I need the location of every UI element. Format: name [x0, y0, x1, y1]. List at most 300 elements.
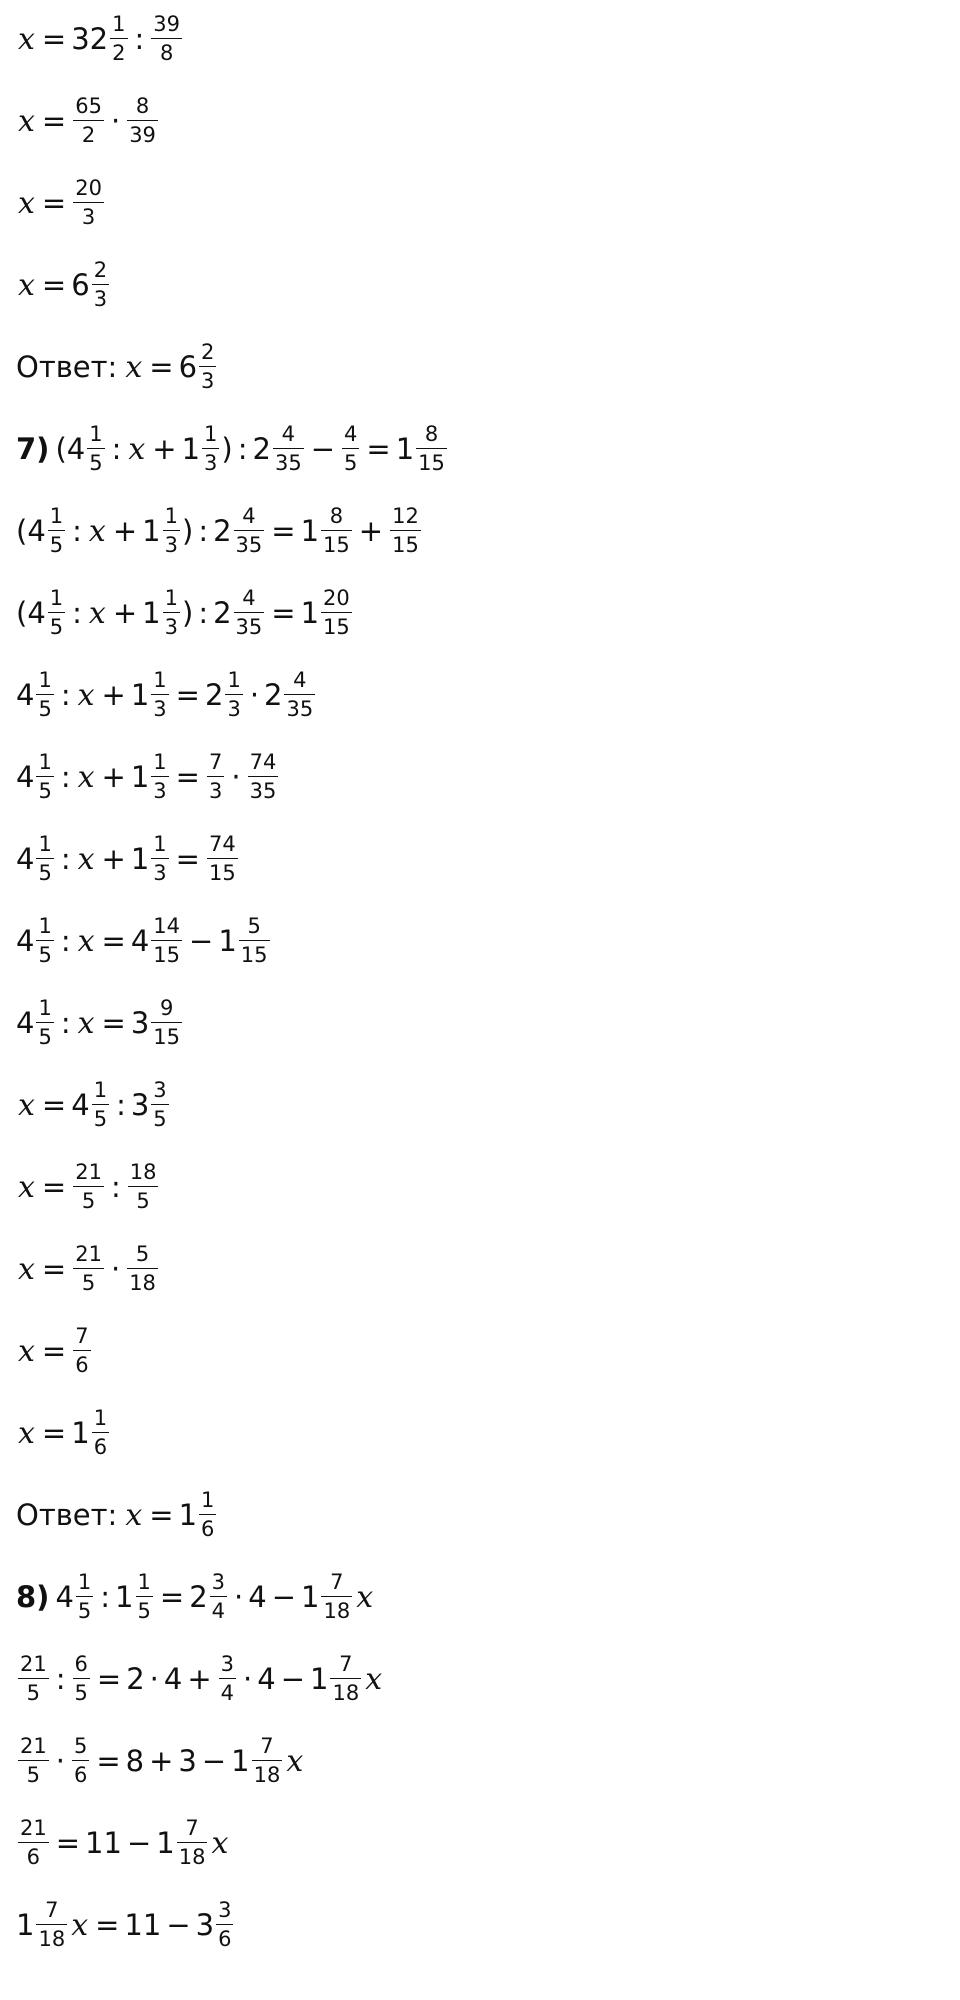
operator: + — [112, 596, 138, 630]
fraction-denominator: 3 — [81, 205, 96, 230]
fraction-denominator: 5 — [93, 1107, 108, 1132]
fraction — [225, 667, 242, 722]
variable-x: x — [77, 759, 95, 795]
operator: = — [175, 760, 200, 794]
fraction-denominator: 35 — [286, 697, 314, 722]
operator: : — [55, 1662, 66, 1696]
fraction-denominator: 35 — [235, 533, 263, 558]
number: 1 — [395, 432, 415, 466]
number: 1 — [16, 1908, 35, 1942]
fraction-numerator: 5 — [247, 913, 261, 938]
fraction — [390, 503, 421, 558]
fraction — [163, 585, 180, 640]
fraction-numerator: 65 — [75, 93, 102, 118]
operator: − — [310, 432, 336, 466]
fraction-numerator: 20 — [75, 175, 102, 200]
equation-line — [16, 1402, 111, 1464]
answer-label: Ответ: — [16, 1498, 118, 1532]
equation-line — [16, 336, 218, 398]
variable-x: x — [77, 923, 95, 959]
fraction — [48, 585, 65, 640]
fraction — [219, 1651, 236, 1706]
fraction-numerator: 7 — [330, 1569, 344, 1594]
fraction-denominator: 4 — [211, 1599, 226, 1624]
operator: = — [101, 924, 126, 958]
number: (4 — [16, 596, 46, 630]
operator: = — [41, 1252, 67, 1286]
fraction-numerator: 1 — [93, 1077, 108, 1102]
number: 2 — [189, 1580, 208, 1614]
fraction-denominator: 5 — [77, 1599, 92, 1624]
fraction-denominator: 5 — [38, 697, 52, 722]
fraction-denominator: 5 — [136, 1189, 150, 1214]
fraction — [330, 1651, 361, 1706]
fraction-numerator: 7 — [260, 1733, 274, 1758]
number: 4 — [16, 678, 35, 712]
fraction-denominator: 15 — [323, 615, 350, 640]
fraction-numerator: 20 — [323, 585, 350, 610]
operator: + — [112, 514, 138, 548]
fraction-numerator: 1 — [38, 913, 52, 938]
fraction-denominator: 18 — [323, 1599, 351, 1624]
fraction — [202, 421, 219, 476]
number: 1 — [115, 1580, 134, 1614]
fraction-numerator: 1 — [201, 1487, 215, 1512]
operator: : — [237, 432, 248, 466]
fraction-denominator: 5 — [137, 1599, 151, 1624]
number: 1 — [300, 514, 320, 548]
fraction — [128, 1159, 159, 1214]
number: 1 — [301, 1580, 320, 1614]
fraction — [207, 749, 224, 804]
variable-x: x — [18, 267, 35, 303]
fraction — [36, 749, 53, 804]
number: 4 — [16, 760, 35, 794]
fraction — [18, 1651, 49, 1706]
operator: · — [149, 1662, 159, 1696]
operator: = — [41, 1416, 67, 1450]
fraction-numerator: 4 — [293, 667, 307, 692]
fraction-numerator: 7 — [208, 749, 223, 774]
operator: + — [101, 678, 126, 712]
fraction — [177, 1815, 208, 1870]
number: 4 — [71, 1088, 90, 1122]
equation-line — [16, 418, 449, 480]
number: 6 — [71, 268, 90, 302]
variable-x: x — [125, 349, 143, 385]
fraction-numerator: 8 — [329, 503, 344, 528]
fraction-numerator: 1 — [153, 831, 167, 856]
equation-line — [16, 254, 111, 316]
equation-line — [16, 910, 272, 972]
fraction — [36, 667, 53, 722]
fraction-denominator: 5 — [49, 533, 64, 558]
number: 2 — [213, 596, 232, 630]
fraction — [163, 503, 180, 558]
operator: = — [41, 268, 67, 302]
number: (4 — [55, 432, 86, 466]
fraction — [199, 339, 216, 394]
fraction — [73, 175, 104, 230]
fraction-denominator: 35 — [249, 779, 277, 804]
equation-line — [16, 8, 184, 70]
fraction-denominator: 5 — [153, 1107, 167, 1132]
number: 1 — [231, 1744, 250, 1778]
fraction — [248, 749, 279, 804]
fraction-denominator: 5 — [38, 779, 52, 804]
operator: : — [198, 514, 209, 548]
number: 1 — [71, 1416, 90, 1450]
fraction-denominator: 5 — [49, 615, 64, 640]
operator: · — [110, 1252, 121, 1286]
fraction-numerator: 18 — [129, 1159, 157, 1184]
fraction-numerator: 5 — [73, 1733, 88, 1758]
fraction-numerator: 8 — [424, 421, 439, 446]
fraction — [92, 257, 109, 312]
fraction-numerator: 1 — [38, 995, 52, 1020]
operator: : — [198, 596, 209, 630]
variable-x: x — [211, 1825, 229, 1861]
fraction — [73, 1651, 90, 1706]
fraction-numerator: 4 — [344, 421, 358, 446]
fraction — [207, 831, 238, 886]
fraction-numerator: 4 — [242, 503, 256, 528]
number: 4 — [257, 1662, 276, 1696]
equation-line — [16, 746, 280, 808]
fraction-numerator: 7 — [75, 1323, 89, 1348]
fraction-numerator: 8 — [135, 93, 150, 118]
operator: : — [134, 22, 145, 56]
problem-label: 7) — [16, 432, 50, 466]
fraction-numerator: 21 — [75, 1159, 102, 1184]
fraction-denominator: 5 — [38, 1025, 52, 1050]
fraction-numerator: 1 — [164, 585, 178, 610]
fraction-numerator: 7 — [339, 1651, 353, 1676]
fraction-denominator: 5 — [26, 1681, 41, 1706]
fraction-numerator: 4 — [242, 585, 256, 610]
fraction-denominator: 5 — [81, 1189, 96, 1214]
operator: = — [41, 1334, 67, 1368]
number: 1 — [156, 1826, 175, 1860]
operator: = — [175, 678, 200, 712]
fraction — [216, 1897, 233, 1952]
variable-x: x — [356, 1579, 374, 1615]
number: 2 — [264, 678, 283, 712]
fraction-denominator: 15 — [208, 861, 236, 886]
operator: − — [271, 1580, 296, 1614]
fraction — [239, 913, 270, 968]
fraction — [284, 667, 315, 722]
operator: − — [166, 1908, 191, 1942]
fraction — [18, 1815, 49, 1870]
number: 4 — [163, 1662, 183, 1696]
fraction-denominator: 3 — [153, 861, 167, 886]
fraction-denominator: 3 — [153, 697, 167, 722]
fraction-numerator: 1 — [153, 749, 167, 774]
fraction-denominator: 6 — [73, 1763, 88, 1788]
number: 3 — [178, 1744, 197, 1778]
fraction — [92, 1077, 109, 1132]
operator: = — [159, 1580, 185, 1614]
fraction — [73, 1241, 104, 1296]
operator: · — [243, 1662, 253, 1696]
variable-x: x — [18, 1169, 35, 1205]
operator: + — [358, 514, 384, 548]
fraction-numerator: 1 — [38, 667, 52, 692]
fraction — [73, 1159, 104, 1214]
fraction-denominator: 3 — [208, 779, 223, 804]
operator: = — [366, 432, 391, 466]
fraction-denominator: 18 — [38, 1927, 66, 1952]
operator: : — [60, 924, 71, 958]
fraction-denominator: 8 — [159, 41, 174, 66]
equation-line — [16, 1730, 305, 1792]
number: 1 — [130, 842, 150, 876]
equation-line — [16, 1156, 160, 1218]
fraction-numerator: 39 — [153, 11, 181, 36]
fraction-denominator: 18 — [332, 1681, 360, 1706]
operator: + — [149, 1744, 174, 1778]
number: ) — [181, 596, 194, 630]
variable-x: x — [88, 513, 106, 549]
variable-x: x — [18, 185, 35, 221]
variable-x: x — [128, 431, 146, 467]
fraction-numerator: 74 — [208, 831, 236, 856]
number: 32 — [71, 22, 109, 56]
fraction-denominator: 6 — [218, 1927, 232, 1952]
fraction-denominator: 3 — [204, 451, 218, 476]
operator: : — [110, 1170, 121, 1204]
operator: · — [234, 1580, 244, 1614]
fraction-numerator: 14 — [153, 913, 181, 938]
operator: − — [201, 1744, 227, 1778]
variable-x: x — [18, 1333, 35, 1369]
operator: · — [110, 104, 121, 138]
number: ) — [181, 514, 194, 548]
number: 8 — [125, 1744, 145, 1778]
number: 1 — [181, 432, 201, 466]
fraction — [321, 503, 352, 558]
fraction-denominator: 35 — [274, 451, 302, 476]
fraction-numerator: 3 — [220, 1651, 235, 1676]
fraction — [151, 1077, 168, 1132]
fraction — [151, 913, 182, 968]
number: 1 — [218, 924, 237, 958]
fraction-numerator: 1 — [204, 421, 218, 446]
number: 4 — [248, 1580, 267, 1614]
operator: = — [41, 1170, 67, 1204]
fraction-numerator: 5 — [135, 1241, 150, 1266]
fraction-numerator: 1 — [77, 1569, 92, 1594]
number: 6 — [178, 350, 198, 384]
equation-line — [16, 1566, 375, 1628]
operator: = — [95, 1908, 120, 1942]
fraction-numerator: 1 — [153, 667, 167, 692]
variable-x: x — [18, 1415, 35, 1451]
operator: + — [187, 1662, 212, 1696]
operator: = — [41, 1088, 67, 1122]
fraction-denominator: 39 — [129, 123, 156, 148]
number: 2 — [252, 432, 271, 466]
operator: : — [60, 760, 71, 794]
operator: : — [60, 842, 71, 876]
fraction-denominator: 5 — [38, 861, 52, 886]
fraction-numerator: 4 — [281, 421, 296, 446]
variable-x: x — [125, 1497, 143, 1533]
fraction-denominator: 35 — [235, 615, 263, 640]
operator: : — [60, 678, 71, 712]
fraction-denominator: 18 — [253, 1763, 281, 1788]
fraction-denominator: 5 — [344, 451, 358, 476]
variable-x: x — [77, 841, 95, 877]
operator: = — [41, 22, 67, 56]
fraction-numerator: 1 — [164, 503, 178, 528]
number: ) — [221, 432, 233, 466]
fraction-numerator: 3 — [211, 1569, 226, 1594]
operator: = — [149, 350, 174, 384]
fraction — [36, 1897, 67, 1952]
operator: − — [126, 1826, 152, 1860]
fraction — [321, 1569, 352, 1624]
number: 1 — [130, 760, 150, 794]
fraction — [18, 1733, 49, 1788]
operator: = — [55, 1826, 81, 1860]
fraction-denominator: 3 — [201, 369, 215, 394]
operator: · — [55, 1744, 65, 1778]
fraction — [127, 93, 158, 148]
variable-x: x — [77, 1005, 95, 1041]
number: 4 — [130, 924, 150, 958]
fraction-denominator: 15 — [323, 533, 350, 558]
fraction-denominator: 3 — [153, 779, 167, 804]
operator: : — [100, 1580, 111, 1614]
equation-line — [16, 582, 354, 644]
number: 4 — [16, 842, 35, 876]
fraction-denominator: 5 — [81, 1271, 96, 1296]
number: 4 — [16, 924, 35, 958]
fraction-denominator: 6 — [93, 1435, 108, 1460]
equation-line — [16, 1074, 171, 1136]
fraction — [234, 503, 265, 558]
equation-line — [16, 90, 160, 152]
fraction-numerator: 2 — [201, 339, 215, 364]
fraction-numerator: 21 — [20, 1815, 47, 1840]
fraction-denominator: 18 — [178, 1845, 206, 1870]
operator: : — [111, 432, 122, 466]
operator: · — [249, 678, 260, 712]
fraction-numerator: 1 — [227, 667, 241, 692]
equation-line — [16, 1484, 218, 1546]
variable-x: x — [365, 1661, 383, 1697]
fraction — [210, 1569, 227, 1624]
operator: = — [101, 1006, 126, 1040]
fraction-numerator: 9 — [159, 995, 174, 1020]
fraction-numerator: 1 — [112, 11, 126, 36]
fraction — [36, 831, 53, 886]
operator: = — [41, 186, 67, 220]
equation-line — [16, 1894, 235, 1956]
fraction-numerator: 1 — [38, 831, 52, 856]
fraction-numerator: 7 — [185, 1815, 199, 1840]
operator: : — [72, 596, 82, 630]
equation-line — [16, 1648, 384, 1710]
operator: = — [271, 514, 296, 548]
fraction-numerator: 74 — [249, 749, 277, 774]
fraction-denominator: 18 — [129, 1271, 156, 1296]
fraction — [36, 995, 53, 1050]
operator: + — [101, 842, 126, 876]
fraction — [36, 913, 53, 968]
number: 4 — [55, 1580, 74, 1614]
fraction — [87, 421, 104, 476]
variable-x: x — [77, 677, 95, 713]
operator: = — [175, 842, 200, 876]
fraction-numerator: 1 — [137, 1569, 151, 1594]
number: 1 — [300, 596, 320, 630]
problem-label: 8) — [16, 1580, 50, 1614]
number: 4 — [16, 1006, 35, 1040]
equation-line — [16, 1320, 93, 1382]
equation-line — [16, 828, 240, 890]
operator: : — [60, 1006, 71, 1040]
operator: = — [271, 596, 296, 630]
number: 11 — [85, 1826, 122, 1860]
number: 3 — [130, 1006, 150, 1040]
fraction-denominator: 5 — [89, 451, 103, 476]
operator: + — [152, 432, 177, 466]
fraction-denominator: 5 — [38, 943, 52, 968]
variable-x: x — [18, 103, 35, 139]
fraction-denominator: 4 — [220, 1681, 235, 1706]
operator: = — [41, 104, 67, 138]
equation-line — [16, 992, 184, 1054]
fraction-numerator: 7 — [45, 1897, 59, 1922]
fraction-denominator: 15 — [240, 943, 268, 968]
fraction-denominator: 3 — [227, 697, 241, 722]
variable-x: x — [18, 1087, 35, 1123]
fraction — [136, 1569, 153, 1624]
fraction — [234, 585, 265, 640]
fraction-denominator: 3 — [93, 287, 108, 312]
variable-x: x — [286, 1743, 304, 1779]
number: 2 — [213, 514, 232, 548]
fraction — [151, 11, 182, 66]
fraction-numerator: 21 — [75, 1241, 102, 1266]
number: 2 — [204, 678, 224, 712]
variable-x: x — [88, 595, 106, 631]
equation-line — [16, 172, 106, 234]
fraction-denominator: 5 — [26, 1763, 41, 1788]
fraction — [151, 749, 168, 804]
fraction-numerator: 1 — [93, 1405, 108, 1430]
fraction-denominator: 3 — [164, 615, 178, 640]
fraction-numerator: 1 — [49, 503, 64, 528]
fraction-numerator: 2 — [93, 257, 108, 282]
fraction-denominator: 15 — [153, 943, 181, 968]
number: 1 — [142, 596, 161, 630]
fraction-numerator: 21 — [20, 1733, 47, 1758]
fraction — [73, 1323, 90, 1378]
equation-line — [16, 500, 423, 562]
number: 1 — [142, 514, 161, 548]
fraction-denominator: 2 — [81, 123, 96, 148]
fraction — [416, 421, 447, 476]
fraction-denominator: 6 — [75, 1353, 89, 1378]
fraction-denominator: 6 — [26, 1845, 41, 1870]
fraction — [342, 421, 359, 476]
fraction — [92, 1405, 109, 1460]
operator: − — [280, 1662, 305, 1696]
